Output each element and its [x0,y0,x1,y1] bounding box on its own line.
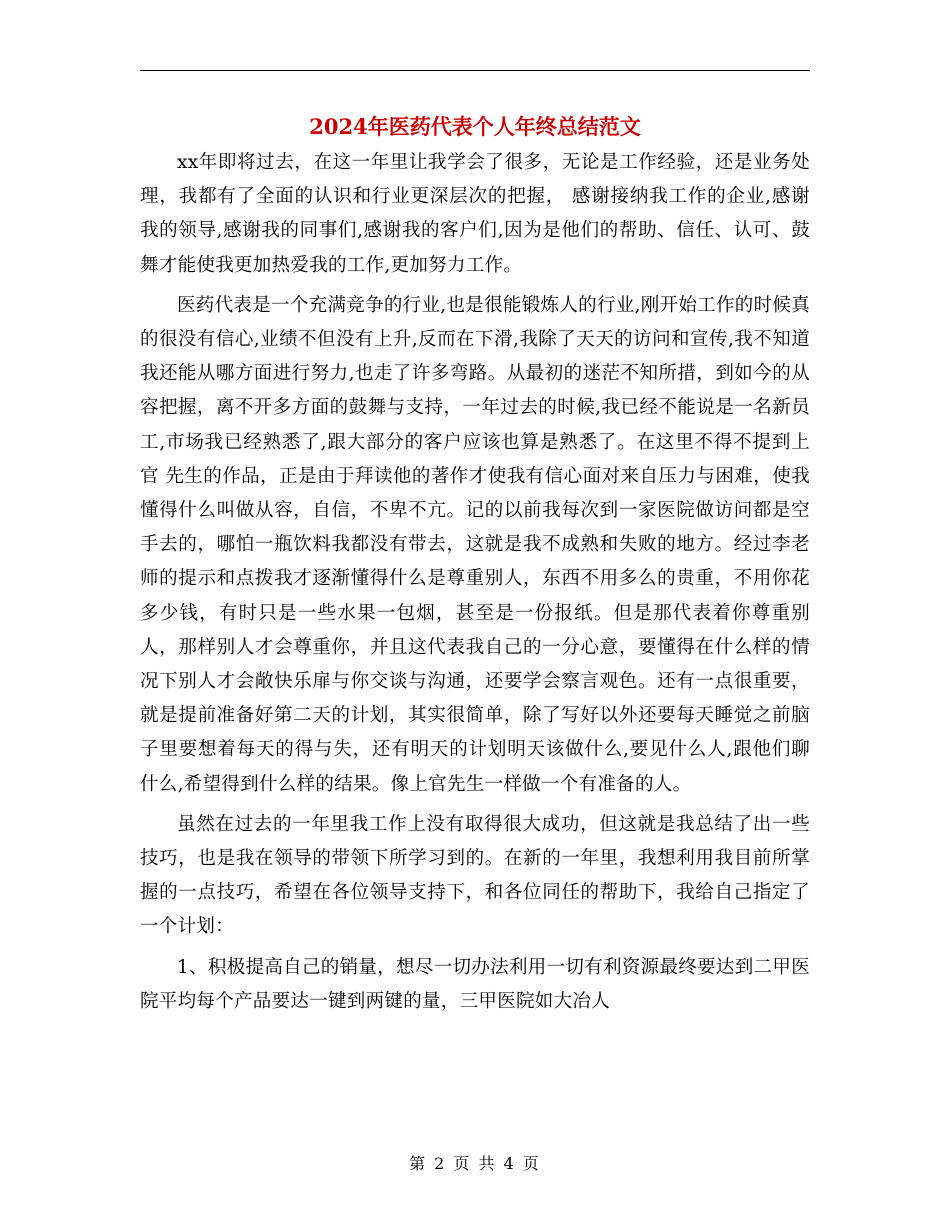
document-title: 2024年医药代表个人年终总结范文 [309,114,641,139]
header-rule [140,70,810,71]
page-number-footer: 第 2 页 共 4 页 [409,1154,541,1173]
paragraph-intro: xx年即将过去，在这一年里让我学会了很多，无论是工作经验，还是业务处理，我都有了全面的认识和行业更深层次的把握， 感谢接纳我工作的企业,感谢我的领导,感谢我的同事们,感谢我的客户们,因为是他们的帮助、信任、认可、鼓舞才能使我更加热爱我的工作,更加努力工作。 [140,152,810,276]
document-body [140,146,810,1025]
paragraph-plan-item-1: 1、积极提高自己的销量，想尽一切办法利用一切有利资源最终要达到二甲医院平均每个产品要达一键到两键的量，三甲医院如大冶人 [140,956,810,1012]
paragraph-experience: 医药代表是一个充满竞争的行业,也是很能锻炼人的行业,刚开始工作的时候真的很没有信心,业绩不但没有上升,反而在下滑,我除了天天的访问和宣传,我不知道我还能从哪方面进行努力,也走了许多弯路。从最初的迷茫不知所措，到如今的从容把握，离不开多方面的鼓舞与支持，一年过去的时候,我已经不能说是一名新员工,市场我已经熟悉了,跟大部分的客户应该也算是熟悉了。在这里不得不提到上官 先生的作品，正是由于拜读他的著作才使我有信心面对来自压力与困难，使我懂得什么叫做从容，自信，不卑不亢。记的以前我每次到一家医院做访问都是空手去的，哪怕一瓶饮料我都没有带去，这就是我不成熟和失败的地方。经过李老师的提示和点拨我才逐渐懂得什么是尊重别人，东西不用多么的贵重，不用你花多少钱，有时只是一些水果一包烟，甚至是一份报纸。但是那代表着你尊重别人，那样别人才会尊重你，并且这代表我自己的一分心意，要懂得在什么样的情况下别人才会敞快乐扉与你交谈与沟通，还要学会察言观色。还有一点很重要，就是提前准备好第二天的计划，其实很简单，除了写好以外还要每天睡觉之前脑子里要想着每天的得与失，还有明天的计划明天该做什么,要见什么人,跟他们聊什么,希望得到什么样的结果。像上官先生一样做一个有准备的人。 [140,294,810,795]
paragraph-plan-intro: 虽然在过去的一年里我工作上没有取得很大成功，但这就是我总结了出一些技巧，也是我在领导的带领下所学习到的。在新的一年里，我想利用我目前所掌握的一点技巧，希望在各位领导支持下，和各位同任的帮助下，我给自己指定了一个计划： [140,813,810,938]
